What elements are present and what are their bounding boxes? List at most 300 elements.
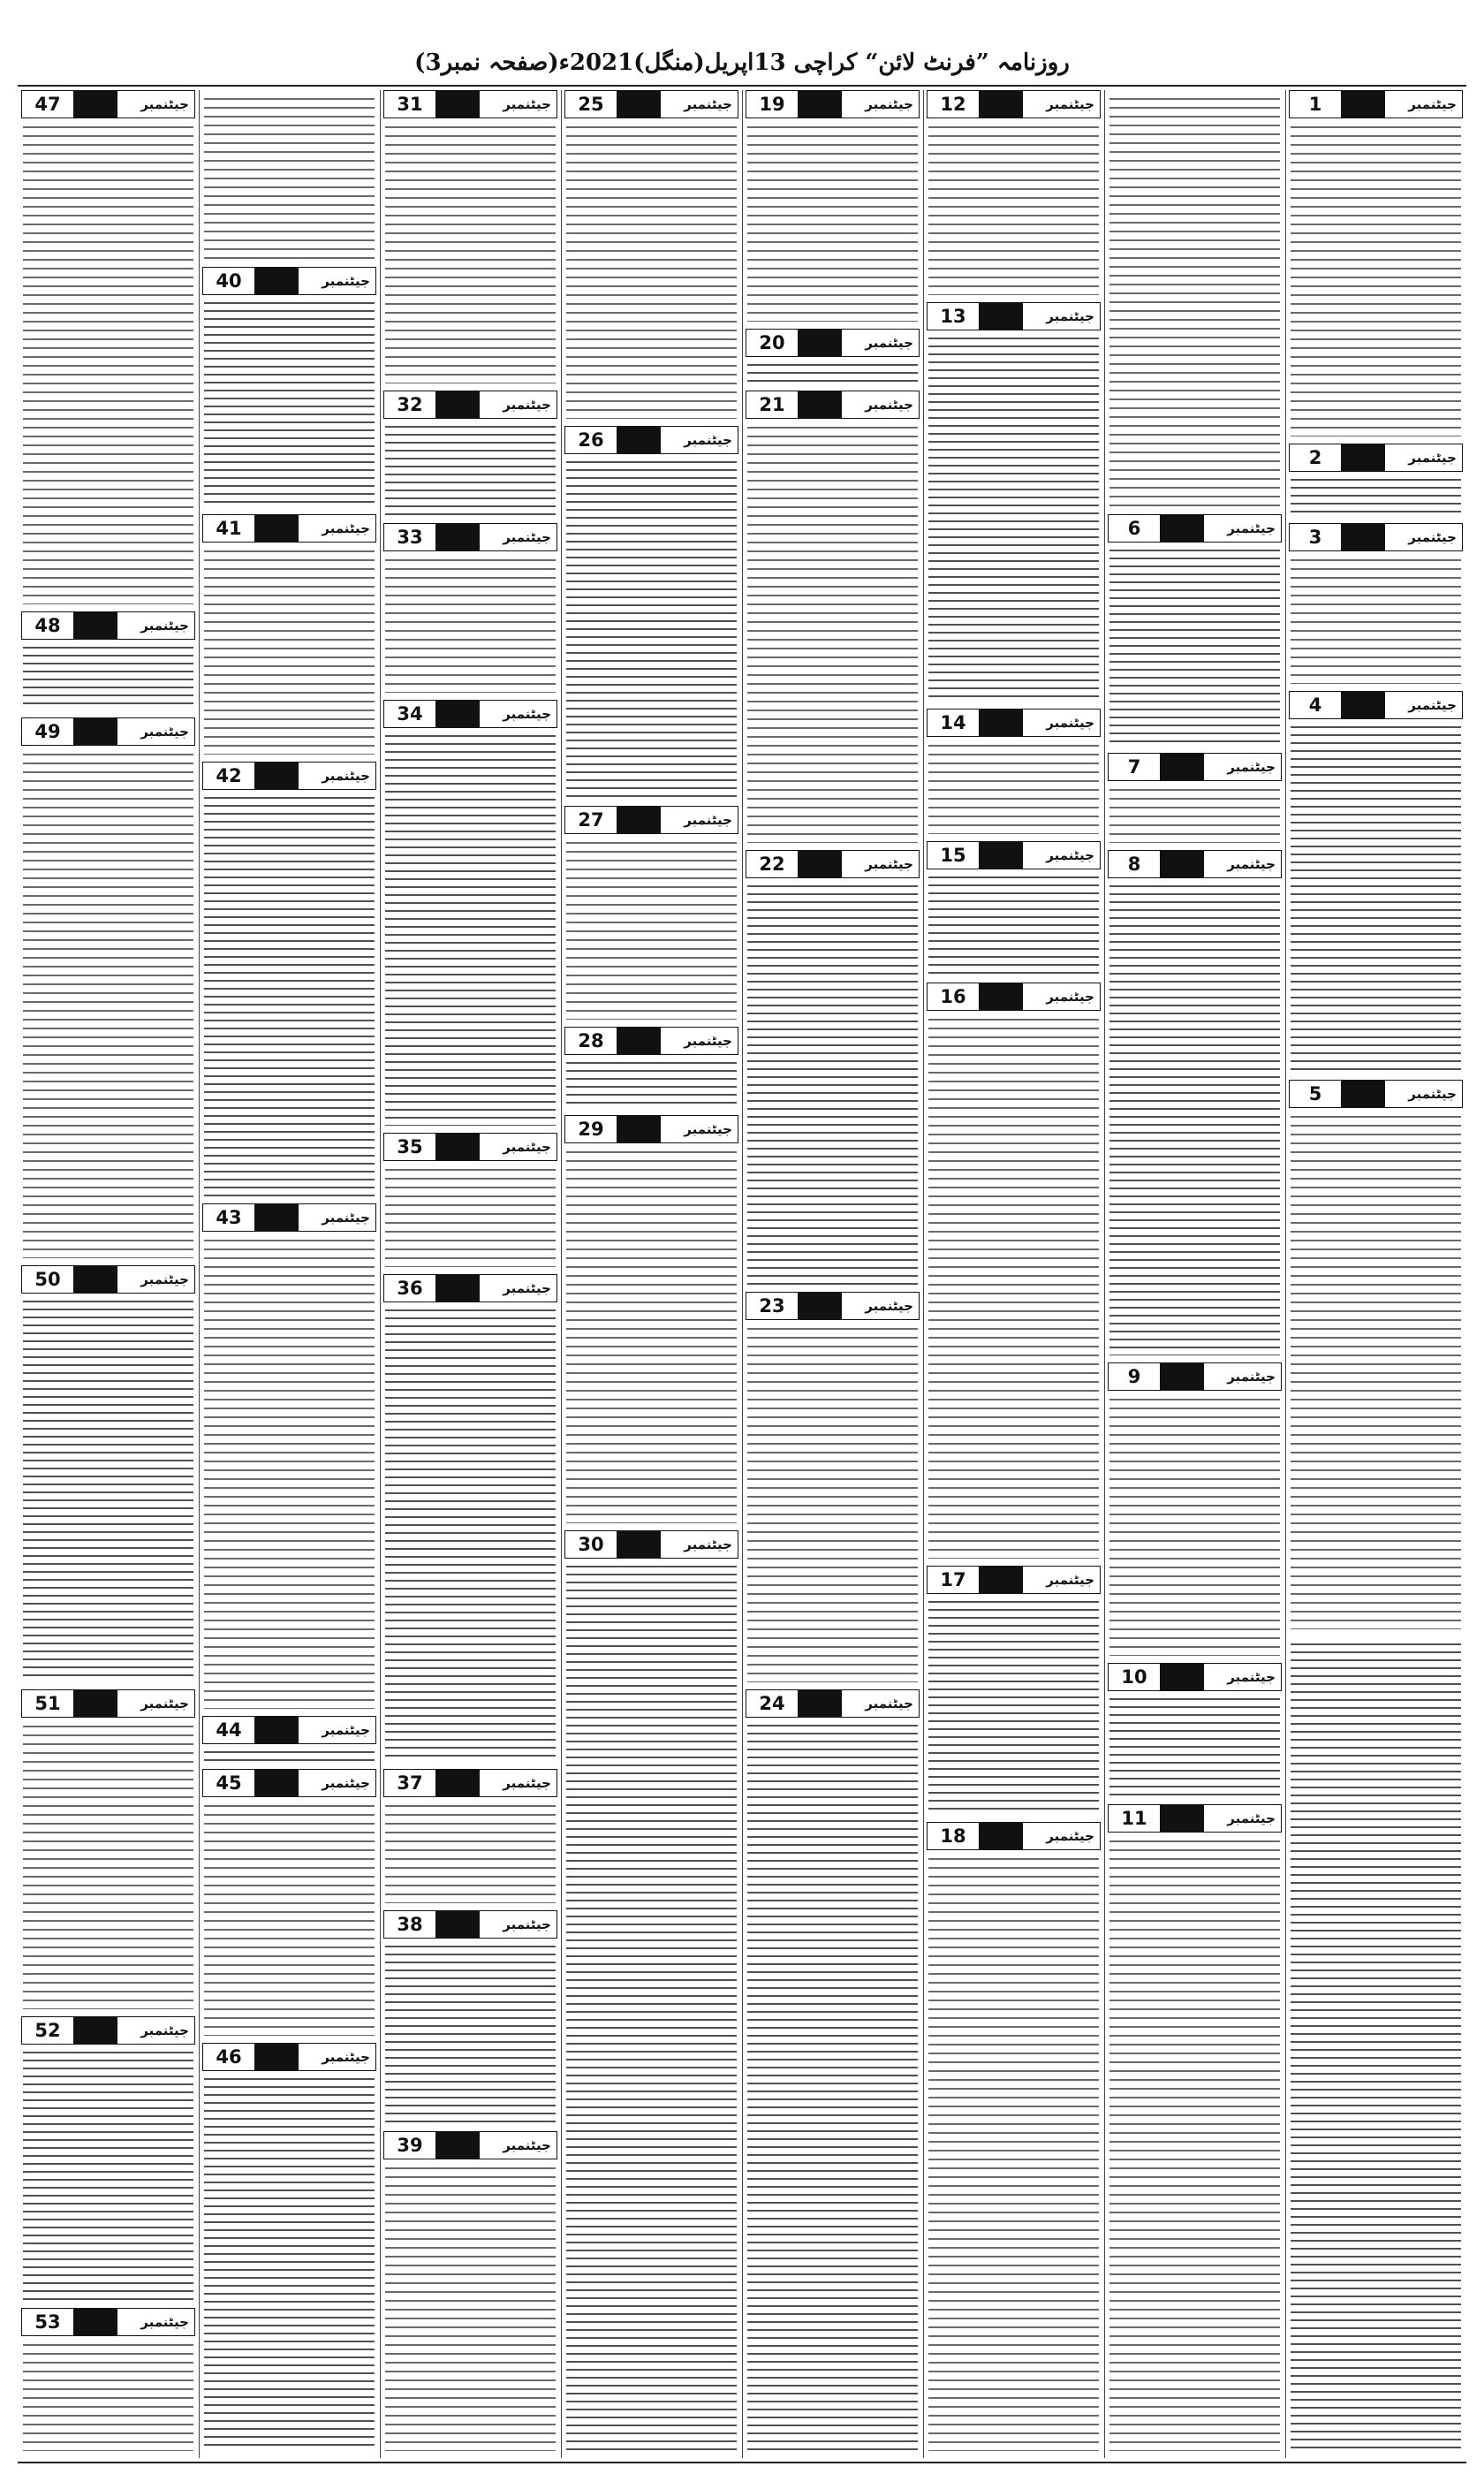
- notice: [383, 1910, 557, 2126]
- notice-header: [746, 90, 920, 118]
- notice: [383, 1133, 557, 1269]
- notice-number: 21: [746, 391, 798, 418]
- header-label: جیٹنمبر: [1227, 1669, 1276, 1685]
- notice-header: [21, 1689, 195, 1718]
- notice: [21, 1265, 195, 1684]
- notice-number: 15: [928, 842, 979, 869]
- notice: [1108, 850, 1282, 1357]
- notice-header: [202, 267, 376, 295]
- notice-text-block: [928, 122, 1099, 295]
- notice-header: [202, 1769, 376, 1797]
- header-label: جیٹنمبر: [865, 335, 913, 351]
- notice-text-block: [566, 458, 737, 799]
- notice: [927, 1822, 1101, 2453]
- notice-header: [21, 2308, 195, 2336]
- header-label: جیٹنمبر: [503, 2137, 551, 2153]
- notice: [564, 1530, 738, 2453]
- notice-number: 47: [22, 91, 73, 118]
- notice-text-block: [204, 546, 375, 755]
- notice: [1289, 1636, 1463, 2453]
- header-label: جیٹنمبر: [503, 706, 551, 722]
- notice-text-block: [747, 1721, 918, 2451]
- notice-text-block: [747, 360, 918, 383]
- notice-number: 40: [203, 268, 254, 294]
- notice: [1108, 1804, 1282, 2453]
- notice-text-block: [1291, 1640, 1461, 2451]
- notice-header: [1289, 523, 1463, 551]
- notice-text-block: [747, 1324, 918, 1682]
- notice-text-block: [1109, 785, 1280, 843]
- notice-header: [746, 850, 920, 878]
- notice-number: 16: [928, 983, 979, 1010]
- notice: [202, 1769, 376, 2038]
- notice-text-block: [385, 555, 556, 693]
- header-black-block: [1160, 1664, 1204, 1690]
- header-black-block: [979, 1823, 1023, 1849]
- notice-text-block: [566, 1562, 737, 2451]
- header-label: جیٹنمبر: [503, 397, 551, 413]
- notice: [383, 1274, 557, 1764]
- header-label: جیٹنمبر: [503, 1139, 551, 1155]
- header-label: جیٹنمبر: [503, 529, 551, 545]
- header-black-block: [617, 1531, 661, 1558]
- notice-text-block: [385, 2163, 556, 2451]
- notice-number: 11: [1109, 1805, 1160, 1832]
- notice: [1289, 691, 1463, 1074]
- notice: [564, 1115, 738, 1525]
- notice-header: [383, 90, 557, 118]
- notice-number: 5: [1290, 1081, 1341, 1107]
- notice-text-block: [566, 838, 737, 1020]
- notice-header: [202, 762, 376, 790]
- notice: [1108, 753, 1282, 845]
- header-label: جیٹنمبر: [684, 1537, 732, 1552]
- notice-text-block: [204, 94, 375, 260]
- notice-number: 33: [384, 524, 435, 550]
- header-label: جیٹنمبر: [140, 1271, 189, 1287]
- column-rule: [1285, 90, 1286, 2458]
- header-black-block: [73, 1266, 117, 1293]
- notice: [383, 391, 557, 518]
- notice: [202, 1716, 376, 1764]
- notices-page: [18, 90, 1466, 2458]
- notice-text-block: [928, 1014, 1099, 1559]
- notice: [1289, 523, 1463, 686]
- notice-text-block: [747, 422, 918, 843]
- header-black-block: [254, 515, 299, 542]
- notice-text-block: [928, 1597, 1099, 1815]
- notice-number: 38: [384, 1911, 435, 1938]
- notice-number: 41: [203, 515, 254, 542]
- header-label: جیٹنمبر: [140, 2314, 189, 2330]
- notice: [927, 90, 1101, 297]
- notice-text-block: [1109, 1394, 1280, 1656]
- header-black-block: [435, 701, 480, 727]
- notice-header: [564, 90, 738, 118]
- notice: [1289, 1080, 1463, 1631]
- notice: [746, 391, 920, 845]
- notice-header: [1108, 753, 1282, 781]
- notice-number: 42: [203, 763, 254, 789]
- notice-text-block: [23, 749, 193, 1258]
- header-label: جیٹنمبر: [1046, 1828, 1094, 1844]
- header-label: جیٹنمبر: [684, 1121, 732, 1137]
- notice: [202, 2043, 376, 2453]
- notice: [21, 90, 195, 606]
- notice: [1108, 514, 1282, 748]
- notice-number: 25: [565, 91, 617, 118]
- notice: [383, 700, 557, 1127]
- header-label: جیٹنمبر: [140, 618, 189, 634]
- header-label: جیٹنمبر: [1046, 1572, 1094, 1588]
- header-black-block: [798, 1690, 842, 1717]
- notice-number: 14: [928, 710, 979, 736]
- header-black-block: [254, 268, 299, 294]
- header-label: جیٹنمبر: [140, 1696, 189, 1711]
- notice-number: 2: [1290, 444, 1341, 471]
- notice-header: [21, 1265, 195, 1294]
- notice-number: 52: [22, 2017, 73, 2044]
- notice-header: [383, 1274, 557, 1302]
- notice-header: [21, 611, 195, 640]
- notice-header: [564, 426, 738, 454]
- notice: [1289, 90, 1463, 438]
- notice-header: [21, 90, 195, 118]
- header-black-block: [254, 1717, 299, 1743]
- notice-header: [1108, 1663, 1282, 1691]
- header-black-block: [617, 1116, 661, 1142]
- header-label: جیٹنمبر: [865, 856, 913, 872]
- notice: [927, 1566, 1101, 1817]
- notice: [202, 90, 376, 262]
- notice: [383, 523, 557, 694]
- notice-text-block: [1109, 94, 1280, 507]
- notice: [202, 1203, 376, 1711]
- header-label: جیٹنمبر: [865, 96, 913, 112]
- column-3: [923, 90, 1104, 2458]
- notice-header: [564, 1027, 738, 1055]
- notice-number: 20: [746, 330, 798, 356]
- newspaper-title: روزنامہ ”فرنٹ لائن“ کراچی 13اپریل(منگل)2021ء(صفحہ نمبر3): [414, 49, 1070, 76]
- notice-header: [383, 700, 557, 728]
- header-label: جیٹنمبر: [1227, 520, 1276, 536]
- notice-header: [383, 1910, 557, 1939]
- header-label: جیٹنمبر: [503, 1280, 551, 1296]
- column-rule: [742, 90, 743, 2458]
- header-black-block: [1160, 754, 1204, 780]
- header-label: جیٹنمبر: [322, 1210, 370, 1226]
- notice-number: 49: [22, 718, 73, 745]
- header-black-block: [73, 2309, 117, 2335]
- header-black-block: [798, 1293, 842, 1319]
- notice-header: [1289, 90, 1463, 118]
- notice-header: [21, 2016, 195, 2045]
- column-8: [18, 90, 199, 2458]
- header-black-block: [73, 718, 117, 745]
- notice-number: 32: [384, 391, 435, 418]
- header-black-block: [798, 91, 842, 118]
- column-rule: [1104, 90, 1105, 2458]
- notice-text-block: [1109, 1836, 1280, 2451]
- notice-text-block: [204, 1748, 375, 1762]
- notice: [564, 806, 738, 1021]
- notice: [383, 2131, 557, 2453]
- header-black-block: [979, 710, 1023, 736]
- notice-number: 46: [203, 2044, 254, 2070]
- header-black-block: [73, 1690, 117, 1717]
- notice-number: 6: [1109, 515, 1160, 542]
- notice-header: [564, 1115, 738, 1143]
- notice-header: [1289, 444, 1463, 472]
- notice: [564, 426, 738, 801]
- column-rule: [561, 90, 562, 2458]
- notice-number: 45: [203, 1770, 254, 1796]
- header-black-block: [73, 91, 117, 118]
- header-black-block: [254, 763, 299, 789]
- notice-number: 48: [22, 612, 73, 639]
- notice: [383, 90, 557, 385]
- notice-number: 36: [384, 1275, 435, 1302]
- notice-text-block: [1109, 1695, 1280, 1797]
- notice: [927, 709, 1101, 836]
- notice-number: 31: [384, 91, 435, 118]
- notice: [927, 302, 1101, 703]
- notice-header: [383, 1769, 557, 1797]
- notice-header: [202, 514, 376, 543]
- header-label: جیٹنمبر: [1046, 308, 1094, 324]
- notice-header: [383, 1133, 557, 1161]
- notice: [1108, 90, 1282, 509]
- notice-header: [21, 717, 195, 746]
- notice: [383, 1769, 557, 1905]
- header-label: جیٹنمبر: [1046, 989, 1094, 1005]
- notice-number: 13: [928, 303, 979, 330]
- notice-text-block: [566, 1147, 737, 1523]
- notice-number: 34: [384, 701, 435, 727]
- header-black-block: [435, 1770, 480, 1796]
- notice-text-block: [928, 334, 1099, 702]
- notice-text-block: [1291, 475, 1461, 516]
- header-label: جیٹنمبر: [503, 96, 551, 112]
- footer-rule: [18, 2462, 1466, 2463]
- header-label: جیٹنمبر: [1227, 759, 1276, 775]
- notice-text-block: [385, 1306, 556, 1762]
- notice-header: [383, 523, 557, 551]
- header-label: جیٹنمبر: [1227, 1369, 1276, 1385]
- notice-header: [927, 841, 1101, 869]
- header-label: جیٹنمبر: [1408, 529, 1457, 545]
- notice-number: 51: [22, 1690, 73, 1717]
- notice-header: [927, 709, 1101, 737]
- notice-number: 1: [1290, 91, 1341, 118]
- notice-number: 3: [1290, 524, 1341, 550]
- header-label: جیٹنمبر: [1227, 1810, 1276, 1826]
- header-label: جیٹنمبر: [1408, 96, 1457, 112]
- notice-text-block: [385, 422, 556, 516]
- notice: [746, 1292, 920, 1684]
- header-black-block: [1160, 851, 1204, 877]
- notice-text-block: [566, 1059, 737, 1108]
- notice-text-block: [928, 873, 1099, 975]
- header-black-block: [979, 983, 1023, 1010]
- notice-header: [383, 391, 557, 419]
- notice-header: [1108, 850, 1282, 878]
- header-black-block: [435, 1134, 480, 1160]
- notice-header: [1289, 691, 1463, 719]
- notice-number: 30: [565, 1531, 617, 1558]
- notice-header: [746, 1292, 920, 1320]
- header-label: جیٹنمبر: [322, 2049, 370, 2065]
- header-label: جیٹنمبر: [322, 768, 370, 784]
- notice-header: [564, 1530, 738, 1559]
- notice-text-block: [23, 1721, 193, 2009]
- notice-text-block: [204, 2075, 375, 2451]
- header-black-block: [798, 330, 842, 356]
- notice-text-block: [385, 732, 556, 1126]
- column-6: [380, 90, 561, 2458]
- notice-text-block: [928, 1854, 1099, 2451]
- header-black-block: [435, 524, 480, 550]
- header-label: جیٹنمبر: [684, 432, 732, 448]
- notice-number: 4: [1290, 692, 1341, 718]
- header-black-block: [435, 2132, 480, 2159]
- notice-text-block: [385, 1942, 556, 2124]
- header-black-block: [979, 303, 1023, 330]
- notice-header: [383, 2131, 557, 2159]
- notice-number: 7: [1109, 754, 1160, 780]
- notice-number: 24: [746, 1690, 798, 1717]
- notice: [21, 2308, 195, 2453]
- header-label: جیٹنمبر: [140, 724, 189, 740]
- notice-header: [746, 329, 920, 357]
- header-black-block: [617, 91, 661, 118]
- notice-header: [746, 1689, 920, 1718]
- header-label: جیٹنمبر: [1408, 450, 1457, 466]
- header-label: جیٹنمبر: [1046, 847, 1094, 863]
- header-black-block: [435, 1275, 480, 1302]
- header-label: جیٹنمبر: [1046, 715, 1094, 731]
- header-black-block: [979, 91, 1023, 118]
- notice-text-block: [747, 882, 918, 1285]
- header-label: جیٹنمبر: [684, 96, 732, 112]
- notice: [927, 841, 1101, 977]
- notice-number: 43: [203, 1204, 254, 1231]
- header-black-block: [1341, 1081, 1385, 1107]
- notice-header: [1108, 514, 1282, 543]
- notice-header: [927, 90, 1101, 118]
- notice: [746, 1689, 920, 2453]
- notice-text-block: [928, 740, 1099, 834]
- header-black-block: [435, 1911, 480, 1938]
- header-label: جیٹنمبر: [1046, 96, 1094, 112]
- notice-header: [202, 2043, 376, 2071]
- notice-text-block: [1109, 882, 1280, 1355]
- notice-header: [1108, 1362, 1282, 1391]
- notice-number: 19: [746, 91, 798, 118]
- column-rule: [199, 90, 200, 2458]
- notice-text-block: [204, 1801, 375, 2036]
- notice: [202, 762, 376, 1198]
- notice: [1289, 444, 1463, 518]
- header-black-block: [254, 1204, 299, 1231]
- header-black-block: [1341, 692, 1385, 718]
- notice-number: 10: [1109, 1664, 1160, 1690]
- notice-text-block: [385, 1165, 556, 1267]
- notice-text-block: [1291, 122, 1461, 436]
- notice-number: 17: [928, 1567, 979, 1593]
- header-black-block: [73, 612, 117, 639]
- header-label: جیٹنمبر: [865, 1298, 913, 1314]
- notice: [21, 611, 195, 712]
- header-label: جیٹنمبر: [140, 96, 189, 112]
- column-7: [199, 90, 380, 2458]
- notice-text-block: [566, 122, 737, 419]
- notice-text-block: [23, 2340, 193, 2451]
- notice-header: [927, 302, 1101, 330]
- notice-header: [927, 983, 1101, 1011]
- notice-number: 53: [22, 2309, 73, 2335]
- notice: [202, 514, 376, 756]
- header-label: جیٹنمبر: [322, 1775, 370, 1791]
- header-black-block: [798, 851, 842, 877]
- notice: [746, 329, 920, 385]
- notice-header: [1289, 1080, 1463, 1108]
- column-5: [561, 90, 742, 2458]
- header-label: جیٹنمبر: [503, 1775, 551, 1791]
- header-label: جیٹنمبر: [322, 1722, 370, 1738]
- notice: [746, 850, 920, 1286]
- notice-number: 37: [384, 1770, 435, 1796]
- notice-number: 8: [1109, 851, 1160, 877]
- header-black-block: [617, 807, 661, 833]
- notice-header: [1108, 1804, 1282, 1833]
- header-black-block: [617, 1028, 661, 1054]
- header-label: جیٹنمبر: [503, 1916, 551, 1932]
- notice: [927, 983, 1101, 1560]
- header-label: جیٹنمبر: [684, 812, 732, 828]
- header-black-block: [435, 91, 480, 118]
- header-black-block: [73, 2017, 117, 2044]
- column-1: [1285, 90, 1466, 2458]
- header-black-block: [254, 2044, 299, 2070]
- notice: [746, 90, 920, 323]
- header-black-block: [1341, 91, 1385, 118]
- notice-number: 35: [384, 1134, 435, 1160]
- header-black-block: [1341, 444, 1385, 471]
- header-label: جیٹنمبر: [1408, 1086, 1457, 1102]
- column-2: [1104, 90, 1285, 2458]
- notice-text-block: [23, 122, 193, 604]
- notice-text-block: [23, 643, 193, 710]
- notice-number: 29: [565, 1116, 617, 1142]
- header-black-block: [1160, 1363, 1204, 1390]
- column-rule: [380, 90, 381, 2458]
- notice: [21, 2016, 195, 2303]
- header-label: جیٹنمبر: [865, 397, 913, 413]
- notice-number: 26: [565, 427, 617, 453]
- notice: [21, 717, 195, 1260]
- notice-text-block: [1291, 723, 1461, 1073]
- header-black-block: [1160, 1805, 1204, 1832]
- notice-number: 22: [746, 851, 798, 877]
- header-black-block: [254, 1770, 299, 1796]
- notice-text-block: [747, 122, 918, 322]
- notice-header: [202, 1716, 376, 1744]
- notice-number: 27: [565, 807, 617, 833]
- notice-header: [746, 391, 920, 419]
- header-label: جیٹنمبر: [322, 520, 370, 536]
- notice-number: 12: [928, 91, 979, 118]
